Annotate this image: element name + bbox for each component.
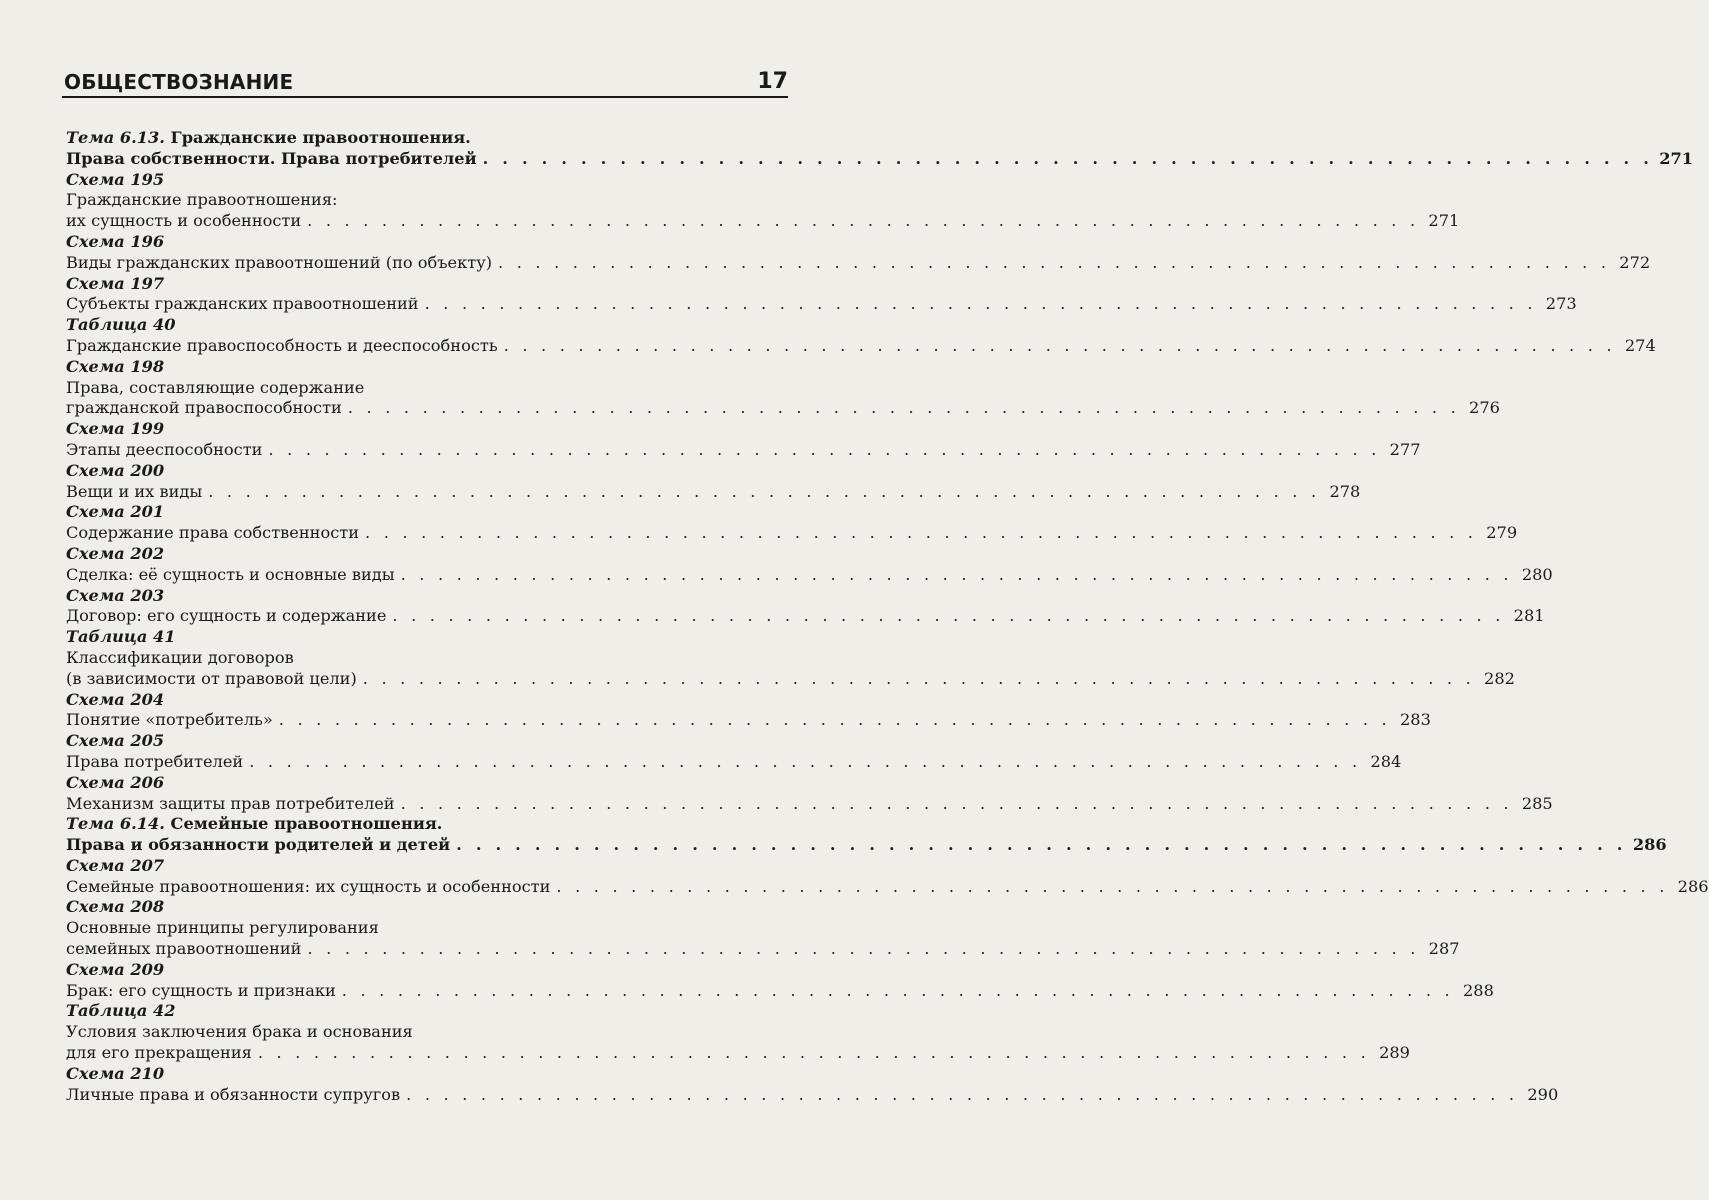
toc-caption: Схема 209 (66, 959, 165, 979)
dot-leader: . . . . . . . . . . . . . . . . . . . . . . . . . . . . . . . . . . . . . . . . . . . . . . . . . . . . . . . . . . . . (249, 751, 1362, 771)
topic-number: Тема 6.14. (66, 814, 165, 834)
toc-caption: Схема 210 (66, 1063, 165, 1083)
toc-entry (66, 1043, 1410, 1064)
toc-caption: Схема 199 (66, 419, 165, 439)
toc-entry-page: 278 (1329, 481, 1361, 501)
toc-caption: Схема 195 (66, 169, 165, 189)
toc-entry-page: 289 (1379, 1043, 1410, 1063)
toc-caption: Таблица 40 (66, 315, 176, 335)
toc-entry (66, 835, 1667, 856)
toc-entry (66, 252, 1651, 274)
toc-entry-page: 285 (1521, 793, 1553, 813)
toc-caption: Схема 205 (66, 731, 165, 751)
toc-text-line: Условия заключения брака и основания (66, 1022, 413, 1042)
toc-entry (66, 876, 1709, 898)
toc-topic-heading (66, 814, 788, 835)
toc-entry-page: 280 (1521, 564, 1553, 584)
toc-entry (66, 606, 1545, 627)
toc-entry (66, 294, 1577, 315)
page-number: 17 (757, 69, 788, 94)
toc-entry (66, 668, 1515, 690)
toc-entry (66, 564, 1553, 586)
toc-entry-page: 281 (1513, 606, 1545, 626)
dot-leader: . . . . . . . . . . . . . . . . . . . . . . . . . . . . . . . . . . . . . . . . . . . . . . . . . . . . . . . . . . . . (257, 1043, 1370, 1063)
dot-leader: . . . . . . . . . . . . . . . . . . . . . . . . . . . . . . . . . . . . . . . . . . . . . . . . . . . . . . . . . . . . (400, 564, 1513, 584)
toc-text-line: Права, составляющие содержание (66, 377, 365, 397)
toc-entry (66, 1084, 1559, 1106)
dot-leader: . . . . . . . . . . . . . . . . . . . . . . . . . . . . . . . . . . . . . . . . . . . . . . . . . . . . . . . . . . . . (482, 148, 1654, 168)
dot-leader: . . . . . . . . . . . . . . . . . . . . . . . . . . . . . . . . . . . . . . . . . . . . . . . . . . . . . . . . . . . . (362, 668, 1475, 688)
toc-entry-page: 286 (1632, 835, 1667, 855)
toc-entry (66, 793, 1553, 815)
toc-entry-title: Механизм защиты прав потребителей (66, 793, 395, 813)
topic-title: Семейные правоотношения. (164, 814, 443, 834)
table-of-contents (66, 128, 1709, 1105)
toc-entry-title: Гражданские правоспособность и дееспособность (66, 335, 498, 355)
toc-caption: Схема 202 (66, 543, 165, 563)
toc-entry (66, 523, 1518, 544)
toc-entry (66, 398, 1500, 419)
dot-leader: . . . . . . . . . . . . . . . . . . . . . . . . . . . . . . . . . . . . . . . . . . . . . . . . . . . . . . . . . . . . (208, 481, 1321, 501)
dot-leader: . . . . . . . . . . . . . . . . . . . . . . . . . . . . . . . . . . . . . . . . . . . . . . . . . . . . . . . . . . . . (406, 1084, 1519, 1104)
toc-entry-page: 287 (1428, 939, 1460, 959)
toc-entry-title: Семейные правоотношения: их сущность и особенности (66, 876, 551, 896)
dot-leader: . . . . . . . . . . . . . . . . . . . . . . . . . . . . . . . . . . . . . . . . . . . . . . . . . . . . . . . . . . . . (400, 793, 1513, 813)
toc-caption: Схема 203 (66, 585, 165, 605)
toc-caption: Таблица 42 (66, 1001, 176, 1021)
toc-entry-page: 271 (1659, 148, 1694, 168)
dot-leader: . . . . . . . . . . . . . . . . . . . . . . . . . . . . . . . . . . . . . . . . . . . . . . . . . . . . . . . . . . . . (424, 294, 1537, 314)
toc-entry-page: 277 (1389, 439, 1421, 459)
toc-caption: Схема 201 (66, 502, 165, 522)
toc-caption: Таблица 41 (66, 627, 176, 647)
toc-caption: Схема 196 (66, 231, 165, 251)
toc-entry-page: 282 (1484, 668, 1515, 688)
dot-leader: . . . . . . . . . . . . . . . . . . . . . . . . . . . . . . . . . . . . . . . . . . . . . . . . . . . . . . . . . . . . (341, 980, 1454, 1000)
dot-leader: . . . . . . . . . . . . . . . . . . . . . . . . . . . . . . . . . . . . . . . . . . . . . . . . . . . . . . . . . . . . (347, 398, 1460, 418)
toc-caption: Схема 206 (66, 772, 165, 792)
header-rule (62, 96, 788, 98)
dot-leader: . . . . . . . . . . . . . . . . . . . . . . . . . . . . . . . . . . . . . . . . . . . . . . . . . . . . . . . . . . . . (365, 523, 1478, 543)
toc-entry-page: 283 (1399, 710, 1431, 730)
toc-topic-heading (66, 128, 788, 149)
toc-entry (66, 751, 1402, 773)
toc-entry-page: 276 (1469, 398, 1500, 418)
toc-entry (66, 211, 1460, 232)
dot-leader: . . . . . . . . . . . . . . . . . . . . . . . . . . . . . . . . . . . . . . . . . . . . . . . . . . . . . . . . . . . . (456, 835, 1627, 855)
toc-text-line: Классификации договоров (66, 647, 294, 667)
toc-entry-title: Договор: его сущность и содержание (66, 606, 387, 626)
topic-number: Тема 6.13. (66, 128, 165, 147)
topic-title: Гражданские правоотношения. (164, 128, 471, 147)
toc-text-line: Основные принципы регулирования (66, 918, 379, 938)
dot-leader: . . . . . . . . . . . . . . . . . . . . . . . . . . . . . . . . . . . . . . . . . . . . . . . . . . . . . . . . . . . . (307, 211, 1420, 231)
dot-leader: . . . . . . . . . . . . . . . . . . . . . . . . . . . . . . . . . . . . . . . . . . . . . . . . . . . . . . . . . . . . (392, 606, 1505, 626)
toc-entry-page: 272 (1619, 252, 1651, 272)
toc-entry-title: Содержание права собственности (66, 523, 360, 543)
section-title: ОБЩЕСТВОЗНАНИЕ (64, 70, 294, 94)
toc-entry-page: 279 (1486, 523, 1518, 543)
toc-entry-title: Права собственности. Права потребителей (66, 148, 477, 168)
toc-entry (66, 335, 1656, 357)
toc-entry (66, 939, 1460, 960)
toc-entry-title: Брак: его сущность и признаки (66, 980, 336, 1000)
toc-entry-page: 273 (1545, 294, 1577, 314)
toc-entry-title: Вещи и их виды (66, 481, 203, 501)
toc-entry (66, 481, 1361, 503)
toc-text-line: Гражданские правоотношения: (66, 190, 338, 210)
toc-entry-title: Права и обязанности родителей и детей (66, 835, 451, 855)
toc-entry-title: семейных правоотношений (66, 939, 302, 959)
toc-entry-page: 288 (1463, 980, 1494, 1000)
toc-entry-title: Личные права и обязанности супругов (66, 1084, 401, 1104)
toc-entry-page: 271 (1428, 211, 1460, 231)
dot-leader: . . . . . . . . . . . . . . . . . . . . . . . . . . . . . . . . . . . . . . . . . . . . . . . . . . . . . . . . . . . . (268, 439, 1381, 459)
toc-caption: Схема 197 (66, 273, 165, 293)
running-header (64, 62, 788, 94)
toc-entry-page: 286 (1677, 876, 1709, 896)
toc-entry (66, 439, 1421, 461)
dot-leader: . . . . . . . . . . . . . . . . . . . . . . . . . . . . . . . . . . . . . . . . . . . . . . . . . . . . . . . . . . . . (307, 939, 1420, 959)
toc-entry-title: Сделка: её сущность и основные виды (66, 564, 395, 584)
toc-entry (66, 980, 1494, 1002)
toc-caption: Схема 207 (66, 855, 165, 875)
toc-caption: Схема 208 (66, 897, 165, 917)
toc-entry-title: (в зависимости от правовой цели) (66, 668, 357, 688)
toc-entry-title: Права потребителей (66, 751, 244, 771)
toc-entry-page: 290 (1527, 1084, 1559, 1104)
toc-entry-title: Виды гражданских правоотношений (по объекту) (66, 252, 493, 272)
dot-leader: . . . . . . . . . . . . . . . . . . . . . . . . . . . . . . . . . . . . . . . . . . . . . . . . . . . . . . . . . . . . (503, 335, 1616, 355)
toc-entry-title: Понятие «потребитель» (66, 710, 273, 730)
toc-entry (66, 710, 1431, 731)
toc-caption: Схема 204 (66, 689, 165, 709)
toc-entry-title: Этапы дееспособности (66, 439, 263, 459)
toc-entry-title: гражданской правоспособности (66, 398, 342, 418)
dot-leader: . . . . . . . . . . . . . . . . . . . . . . . . . . . . . . . . . . . . . . . . . . . . . . . . . . . . . . . . . . . . (278, 710, 1391, 730)
toc-entry-title: их сущность и особенности (66, 211, 302, 231)
toc-caption: Схема 200 (66, 460, 165, 480)
dot-leader: . . . . . . . . . . . . . . . . . . . . . . . . . . . . . . . . . . . . . . . . . . . . . . . . . . . . . . . . . . . . (498, 252, 1611, 272)
toc-entry-title: Субъекты гражданских правоотношений (66, 294, 419, 314)
toc-entry-title: для его прекращения (66, 1043, 252, 1063)
toc-entry-page: 274 (1624, 335, 1656, 355)
dot-leader: . . . . . . . . . . . . . . . . . . . . . . . . . . . . . . . . . . . . . . . . . . . . . . . . . . . . . . . . . . . . (556, 876, 1669, 896)
toc-caption: Схема 198 (66, 356, 165, 376)
toc-entry (66, 148, 1694, 170)
toc-entry-page: 284 (1370, 751, 1402, 771)
